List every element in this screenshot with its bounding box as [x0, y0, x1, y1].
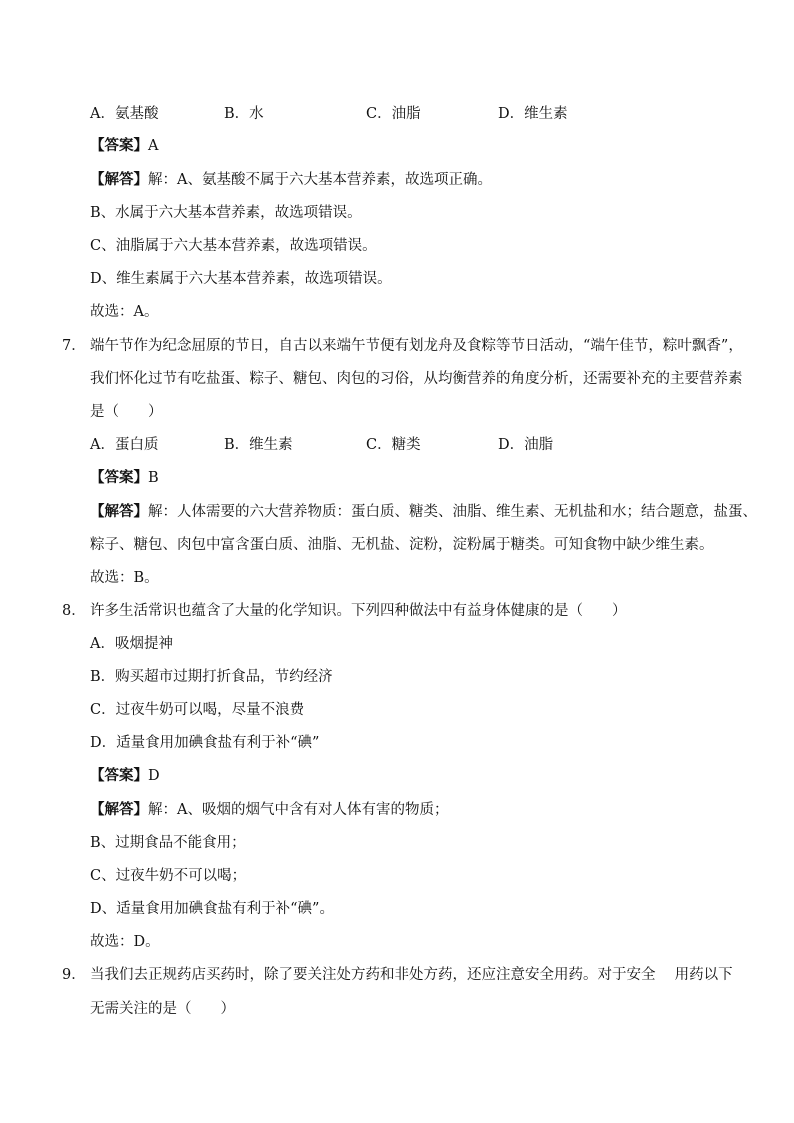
q6-option-c: C．油脂	[366, 106, 421, 122]
answer-tag: 【答案】	[90, 137, 148, 154]
analysis-text: 解：A、氨基酸不属于六大基本营养素，故选项正确。	[148, 172, 492, 188]
analysis-tag: 【解答】	[90, 171, 148, 188]
q8-choice: 故选：D。	[90, 934, 160, 950]
q6-analysis-line-3: C、油脂属于六大基本营养素，故选项错误。	[90, 238, 377, 254]
q7-stem-line-2: 我们怀化过节有吃盐蛋、粽子、糖包、肉包的习俗，从均衡营养的角度分析，还需要补充的主要营养素	[90, 371, 743, 387]
q8-option-a: A．吸烟提神	[90, 636, 173, 652]
q6-analysis-line-2: B、水属于六大基本营养素，故选项错误。	[90, 205, 362, 221]
analysis-tag: 【解答】	[90, 801, 148, 818]
q8-answer	[90, 766, 160, 786]
q7-stem-line-3: 是（ ）	[90, 404, 163, 420]
q8-analysis-line-4: D、适量食用加碘食盐有利于补“碘”。	[90, 901, 334, 917]
answer-value: D	[148, 768, 160, 784]
answer-value: A	[148, 138, 159, 154]
q7-option-b: B．维生素	[224, 437, 293, 453]
q8-analysis-line-1	[90, 800, 448, 820]
q8-analysis-line-2: B、过期食品不能食用；	[90, 835, 246, 851]
q6-option-a: A．氨基酸	[90, 106, 159, 122]
q6-option-b: B．水	[224, 106, 264, 122]
q6-analysis-line-4: D、维生素属于六大基本营养素，故选项错误。	[90, 271, 392, 287]
q9-number: 9．	[62, 967, 86, 983]
q6-option-d: D．维生素	[498, 106, 568, 122]
q6-answer	[90, 136, 158, 156]
q8-number: 8．	[62, 603, 86, 619]
answer-tag: 【答案】	[90, 767, 148, 784]
analysis-tag: 【解答】	[90, 503, 148, 520]
q8-option-b: B．购买超市过期打折食品，节约经济	[90, 669, 333, 685]
q7-option-c: C．糖类	[366, 437, 421, 453]
q7-analysis-line-2: 粽子、糖包、肉包中富含蛋白质、油脂、无机盐、淀粉，淀粉属于糖类。可知食物中缺少维生素。	[90, 537, 714, 553]
analysis-text: 解：A、吸烟的烟气中含有对人体有害的物质；	[148, 802, 449, 818]
q6-choice: 故选：A。	[90, 304, 159, 320]
q7-option-a: A．蛋白质	[90, 437, 159, 453]
q7-answer	[90, 468, 159, 488]
q7-stem-line-1: 端午节作为纪念屈原的节日，自古以来端午节便有划龙舟及食粽等节日活动，“端午佳节，粽叶飘香”，	[90, 338, 743, 354]
q6-analysis-line-1	[90, 170, 492, 190]
analysis-text: 解：人体需要的六大营养物质：蛋白质、糖类、油脂、维生素、无机盐和水；结合题意，盐蛋、	[148, 504, 757, 520]
answer-tag: 【答案】	[90, 469, 148, 486]
q9-stem-line-1: 当我们去正规药店买药时，除了要关注处方药和非处方药，还应注意安全用药。对于安全 用药以下	[90, 967, 733, 983]
q7-analysis-line-1	[90, 502, 757, 522]
q7-choice: 故选：B。	[90, 570, 159, 586]
q8-stem: 许多生活常识也蕴含了大量的化学知识。下列四种做法中有益身体健康的是（ ）	[90, 603, 627, 619]
q7-number: 7．	[62, 338, 86, 354]
q7-option-d: D．油脂	[498, 437, 554, 453]
answer-value: B	[148, 470, 159, 486]
q8-option-c: C．过夜牛奶可以喝，尽量不浪费	[90, 702, 305, 718]
q9-stem-line-2: 无需关注的是（ ）	[90, 1001, 235, 1017]
q8-option-d: D．适量食用加碘食盐有利于补“碘”	[90, 735, 320, 751]
q8-analysis-line-3: C、过夜牛奶不可以喝；	[90, 868, 247, 884]
